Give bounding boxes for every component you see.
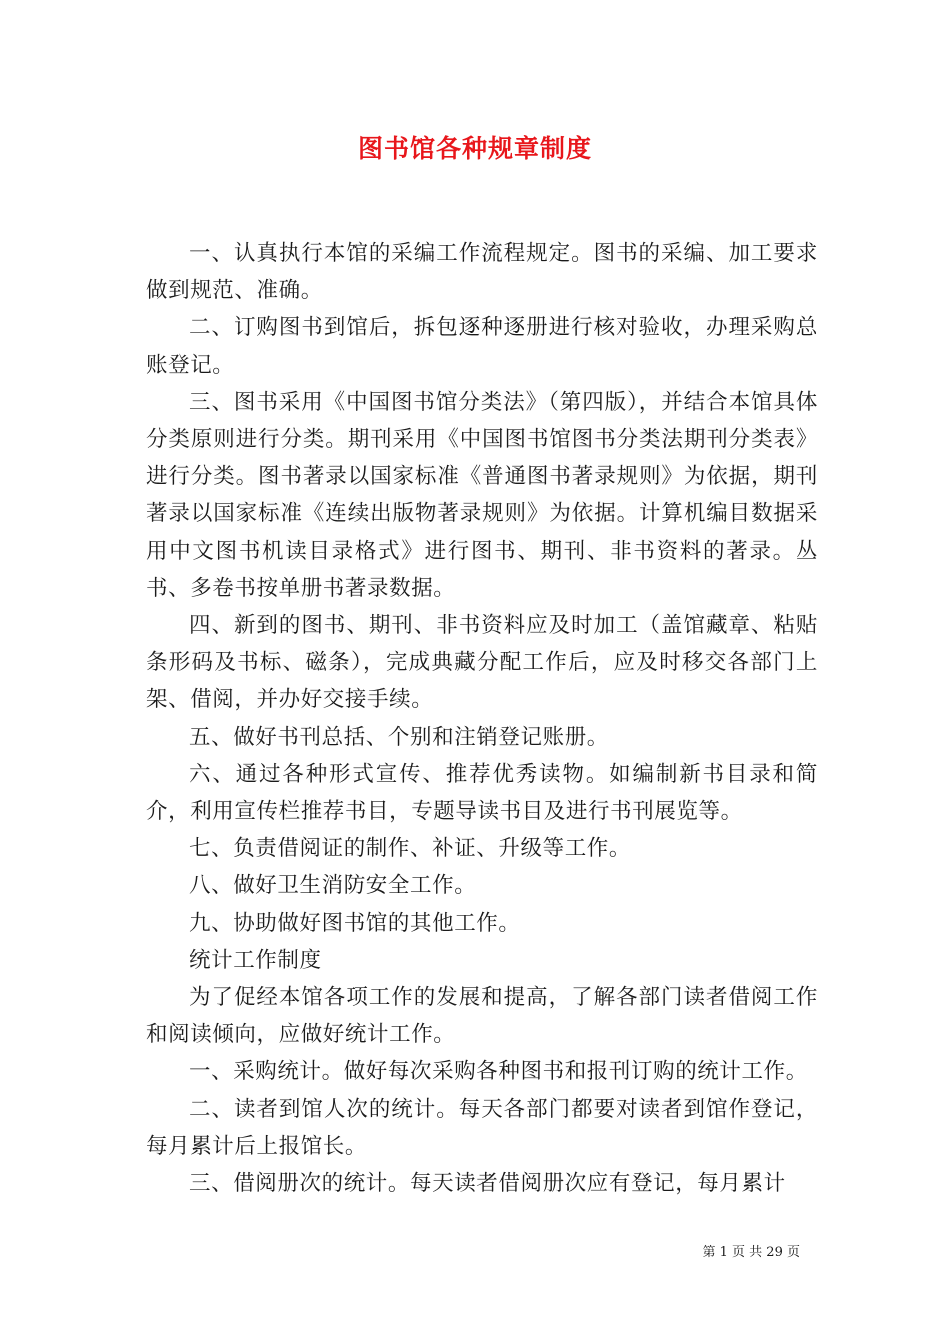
paragraph-4: 四、新到的图书、期刊、非书资料应及时加工（盖馆藏章、粘贴条形码及书标、磁条），完成典藏分配工作后，应及时移交各部门上架、借阅，并办好交接手续。 <box>146 613 818 713</box>
total-pages: 29 <box>766 1245 783 1260</box>
document-title: 图书馆各种规章制度 <box>357 134 592 163</box>
paragraph-7: 七、负责借阅证的制作、补证、升级等工作。 <box>189 836 632 862</box>
paragraph-13: 三、借阅册次的统计。每天读者借阅册次应有登记，每月累计 <box>189 1171 786 1197</box>
paragraph-1: 一、认真执行本馆的采编工作流程规定。图书的采编、加工要求做到规范、准确。 <box>146 241 818 304</box>
paragraph-9: 九、协助做好图书馆的其他工作。 <box>189 910 521 936</box>
paragraph-11: 一、采购统计。做好每次采购各种图书和报刊订购的统计工作。 <box>189 1059 808 1085</box>
paragraph-8: 八、做好卫生消防安全工作。 <box>189 873 477 899</box>
paragraph-6: 六、通过各种形式宣传、推荐优秀读物。如编制新书目录和简介，利用宣传栏推荐书目，专题导读书目及进行书刊展览等。 <box>146 761 818 825</box>
document-body <box>146 235 818 1202</box>
page-label-middle: 页 共 <box>732 1245 763 1260</box>
paragraph-2: 二、订购图书到馆后，拆包逐种逐册进行核对验收，办理采购总账登记。 <box>146 315 818 378</box>
page-label-prefix: 第 <box>702 1245 716 1260</box>
page-label-suffix: 页 <box>786 1245 800 1260</box>
page-footer <box>702 1244 800 1262</box>
paragraph-5: 五、做好书刊总括、个别和注销登记账册。 <box>189 724 609 750</box>
paragraph-10: 为了促经本馆各项工作的发展和提高，了解各部门读者借阅工作和阅读倾向，应做好统计工作。 <box>146 985 818 1048</box>
paragraph-12: 二、读者到馆人次的统计。每天各部门都要对读者到馆作登记，每月累计后上报馆长。 <box>146 1096 818 1159</box>
section-heading: 统计工作制度 <box>189 947 322 973</box>
paragraph-3: 三、图书采用《中国图书馆分类法》（第四版），并结合本馆具体分类原则进行分类。期刊采用《中国图书馆图书分类法期刊分类表》进行分类。图书著录以国家标准《普通图书著录规则》为依据，期刊著录以国家标准《连续出版物著录规则》为依据。计算机编目数据采用中文图书机读目录格式》进行图书、期刊、非书资料的著录。丛书、多卷书按单册书著录数据。 <box>146 389 818 601</box>
page-number: 1 <box>719 1245 728 1260</box>
